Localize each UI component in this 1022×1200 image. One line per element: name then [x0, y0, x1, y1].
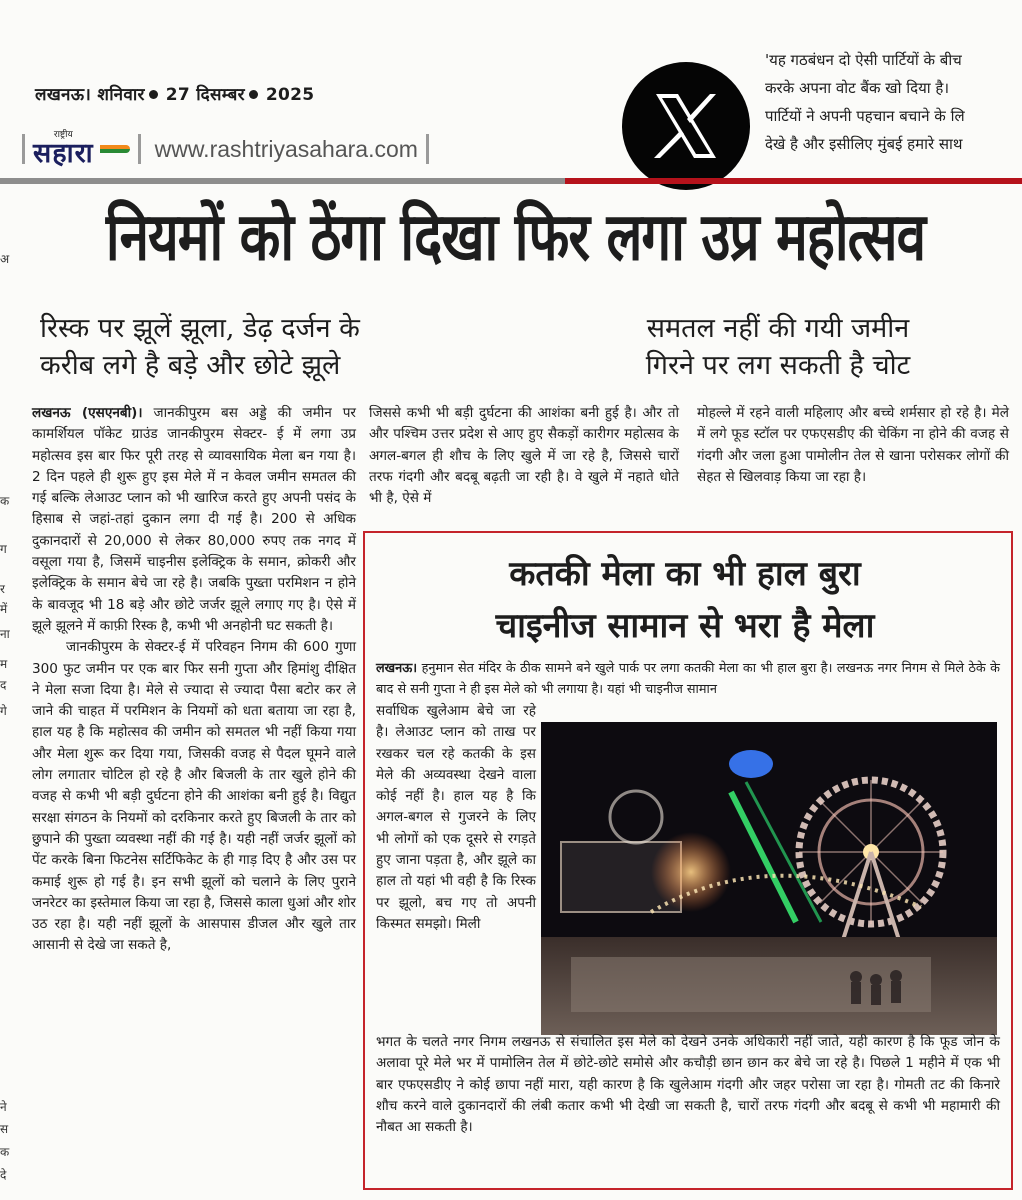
- edge-fragment: दे: [0, 1168, 7, 1182]
- boxed-story-column: सर्वाधिक खुलेआम बेचे जा रहे है। लेआउट प्लान को ताख पर रखकर चल रहे कतकी के इस मेले की अव्यवस्था देखने वाला कोई नहीं है। हाल यह है कि अगल-बगल से गुजरने के लिए भी लोगों को एक दूसरे से रगड़ते हुए जाना पड़ता है, और झूले का हाल तो यहां भी वही है कि रिस्क पर झूलो, बच गए तो अपनी किस्मत समझो। मिली: [376, 703, 536, 932]
- boxed-title-line: कतकी मेला का भी हाल बुरा: [509, 554, 861, 594]
- year: 2025: [265, 85, 315, 105]
- boxed-title-line: चाइनीज सामान से भरा है मेला: [495, 606, 875, 646]
- edge-fragment: र: [0, 582, 5, 596]
- byline: लखनऊ (एसएनबी)।: [32, 405, 143, 421]
- masthead-logo-bar: [14, 128, 437, 170]
- edge-fragment: ने: [0, 1100, 7, 1114]
- article-paragraph: मोहल्ले में रहने वाली महिलाए और बच्चे शर्मसार हो रहे है। मेले में लगे फूड स्टॉल पर एफएसडीए की चेकिंग ना होने की वजह से गंदगी और जला हुआ पामोलीन तेल से खाना परोसकर लोगों की सेहत से खिलवाड़ किया जा रहा है।: [697, 405, 1009, 485]
- edge-fragment: ग: [0, 542, 7, 556]
- article-column-2: [369, 403, 679, 509]
- boxed-story-lead: [376, 659, 1000, 700]
- edge-fragment: क: [0, 1145, 10, 1159]
- subheading-line: समतल नहीं की गयी जमीन: [646, 313, 910, 344]
- sahara-logo: [33, 131, 94, 167]
- city-day: लखनऊ। शनिवार: [35, 85, 145, 105]
- logo-flag-icon: [100, 145, 130, 153]
- article-column-1: [32, 403, 356, 957]
- website-url: www.rashtriyasahara.com: [154, 135, 418, 162]
- edge-fragment: म: [0, 657, 8, 671]
- side-quote-line: पार्टियों ने अपनी पहचान बचाने के लि: [765, 107, 965, 125]
- boxed-story-title: [380, 548, 990, 652]
- side-quote-line: 'यह गठबंधन दो ऐसी पार्टियों के बीच: [765, 51, 962, 69]
- article-paragraph: [32, 403, 356, 637]
- side-quote-line: करके अपना वोट बैंक खो दिया है।: [765, 79, 950, 97]
- subheading-line: गिरने पर लग सकती है चोट: [645, 350, 911, 381]
- edge-fragment: अ: [0, 252, 10, 266]
- divider: [138, 134, 141, 164]
- logo-main-text: सहारा: [33, 138, 94, 169]
- date: 27 दिसम्बर: [165, 85, 245, 105]
- edge-fragment: स: [0, 1122, 9, 1136]
- x-logo-icon: [622, 62, 750, 190]
- edge-fragment: क: [0, 494, 10, 508]
- edge-fragment: गे: [0, 704, 7, 718]
- subheading-right: [578, 310, 978, 384]
- subheading-line: करीब लगे है बड़े और छोटे झूले: [40, 350, 341, 381]
- paragraph-text: जानकीपुरम बस अड्डे की जमीन पर कामर्शियल पॉकेट ग्राउंड जानकीपुरम सेक्टर- ई में लगा उप्र महोत्सव इस बार फिर पूरी तरह से व्यावसायिक मेला बन गया है। 2 दिन पहले ही शुरू हुए इस मेले में न केवल जमीन समतल की गई बल्कि लेआउट प्लान को भी खारिज करते हुए अपनी पसंद के हिसाब से जहां-तहां दुकान लगा दी गई है। 200 से अधिक दुकानदारों से 20,000 से लेकर 80,000 रुपए तक नगद में वसूला गया है, जिसमें चाइनीस इलेक्ट्रिक के समान, क्रोकरी और इलेक्ट्रिक के समान बेचे जा रहे है। जबकि पुख्ता परमिशन न होने के बावजूद भी 18 बड़े और छोटे जर्जर झूले लगाए गए है। ऐसे में झूले झूलने में काफ़ी रिस्क है, कभी भी अनहोनी घट सकती है।: [32, 405, 356, 634]
- edge-fragment: द: [0, 678, 7, 692]
- logo-small-text: राष्ट्रीय: [53, 130, 73, 140]
- dateline: [35, 82, 314, 105]
- boxed-story-continuation: भगत के चलते नगर निगम लखनऊ से संचालित इस मेले को देखने उनके अधिकारी नहीं जाते, यही कारण है कि फूड जोन के अलावा पूरे मेले भर में पामोलिन तेल में छोटे-छोटे समोसे और कचौड़ी छान छान कर बेचे जा रहे है। पिछले 1 महीने में एक भी बार एफएसडीए ने कोई छापा नहीं मारा, यही कारण है कि खुलेआम गंदगी और जहर परोसा जा रहा है। गोमती तट की किनारे शौच करने वाले दुकानदारों की लंबी कतार कभी भी देखी जा सकती है, चारों तरफ गंदगी और बदबू से कभी भी महामारी की नौबत आ सकती है।: [376, 1034, 1000, 1136]
- side-quote: [765, 46, 1022, 158]
- article-paragraph: जानकीपुरम के सेक्टर-ई में परिवहन निगम की 600 गुणा 300 फुट जमीन पर एक बार फिर सनी गुप्ता और हिमांशु दीक्षित ने मेला सजा दिया है। मेले से ज्यादा से ज्यादा पैसा बटोर कर ले जाने की चाहत में परमिशन के नियमों को धता बताया जा रहा है, हाल यह है कि महोत्सव की जमीन को समतल भी नहीं किया गया और मेला शुरू कर दिया गया, जिसकी वजह से पैदल घूमने वाले लोग लगातार चोटिल हो रहे है और बिजली के तार खुले होने की वजह से कभी भी बड़ी दुर्घटना होने की आशंका बनी हुई है। विद्युत सरक्षा संगठन के नियमों को दरकिनार करते हुए बिजली के तार को छुपाने की पुख्ता व्यवस्था नहीं की गई है। यही नहीं जर्जर झूलों को पेंट करके बिना फिटनेस सर्टिफिकेट के ही गाड़ दिए है और उस पर कमाई शुरू हो गई है। इन सभी झूलों को चलाने के लिए पुराने जनरेटर का इस्तेमाल किया जा रहा है, जिससे काला धुआं और शोर उठ रहा है। यही नहीं झूलों के आसपास डीजल और खुले तार आसानी से देखे जा सकते है,: [32, 639, 356, 954]
- subheading-line: रिस्क पर झूलें झूला, डेढ़ दर्जन के: [40, 313, 360, 344]
- side-quote-line: देखे है और इसीलिए मुंबई हमारे साथ: [765, 135, 963, 153]
- edge-fragment: ना: [0, 627, 10, 641]
- boxed-byline: लखनऊ।: [376, 661, 418, 676]
- subheading-left: [40, 310, 520, 384]
- divider: [22, 134, 25, 164]
- fair-ferris-wheel-photo: [541, 722, 997, 1035]
- article-column-3: [697, 403, 1009, 488]
- divider: [426, 134, 429, 164]
- boxed-lead-text: हनुमान सेत मंदिर के ठीक सामने बने खुले पार्क पर लगा कतकी मेला का भी हाल बुरा है। लखनऊ नगर निगम से मिले ठेके के बाद से सनी गुप्ता ने ही इस मेले को भी लगाया है। यहां भी चाइनीज सामान: [376, 661, 1000, 697]
- article-paragraph: जिससे कभी भी बड़ी दुर्घटना की आशंका बनी हुई है। और तो और पश्चिम उत्तर प्रदेश से आए हुए सैकड़ों कारीगर महोत्सव के अगल-बगल ही शौच के लिए खुले में जा रहे है, जिससे चारों तरफ गंदगी और बदबू बढ़ती जा रही है। वे खुले में नहाते धोते भी है, ऐसे में: [369, 405, 679, 507]
- headline: नियमों को ठेंगा दिखा फिर लगा उप्र महोत्सव: [105, 199, 926, 276]
- edge-fragment: में: [0, 602, 8, 616]
